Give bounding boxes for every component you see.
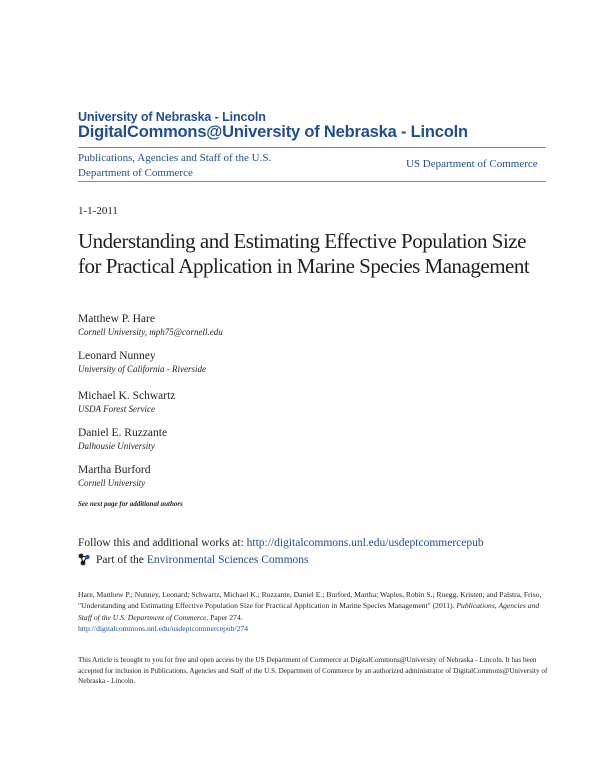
author-name: Martha Burford — [78, 464, 151, 476]
environmental-sciences-link[interactable]: Environmental Sciences Commons — [146, 553, 309, 566]
institution-name[interactable]: University of Nebraska - Lincoln — [78, 110, 266, 124]
bottom-divider — [78, 181, 546, 182]
citation-journal: Publications, Agencies and Staff of the U.S. Department of Commerce — [78, 601, 540, 622]
author-affiliation: Cornell University — [78, 478, 146, 488]
author-affiliation: Cornell University, mph75@cornell.edu — [78, 327, 223, 337]
author-affiliation: University of California - Riverside — [78, 364, 206, 374]
citation-url-link[interactable]: http://digitalcommons.unl.edu/usdeptcommercepub/274 — [78, 623, 248, 633]
author-entry — [78, 349, 206, 375]
author-name: Daniel E. Ruzzante — [78, 427, 168, 439]
author-name: Michael K. Schwartz — [78, 390, 176, 402]
author-name: Matthew P. Hare — [78, 313, 155, 325]
author-entry — [78, 463, 151, 489]
repository-name[interactable]: DigitalCommons@University of Nebraska - Lincoln — [78, 123, 468, 141]
top-divider — [78, 147, 546, 148]
part-of-line — [78, 553, 309, 566]
follow-line — [78, 537, 484, 549]
citation-text: Hare, Matthew P.; Nunney, Leonard; Schwartz, Michael K.; Ruzzante, Daniel E.; Burford, Martha; Waples, Robin S.; Ruegg, Kristen; and Palstra, Friso, "Understanding and Estimating Effective Population Size for Practical Application in Marine Species Management" (2011). — [78, 590, 542, 611]
see-next-page-note: See next page for additional authors — [78, 500, 183, 508]
collection-link[interactable]: Publications, Agencies and Staff of the U.S. Department of Commerce — [78, 152, 272, 179]
citation-block — [78, 589, 548, 634]
author-entry — [78, 312, 223, 338]
author-affiliation: Dalhousie University — [78, 441, 155, 451]
author-entry — [78, 389, 175, 415]
publication-date: 1-1-2011 — [78, 205, 118, 217]
author-entry — [78, 426, 167, 452]
author-affiliation: USDA Forest Service — [78, 404, 155, 414]
paper-title: Understanding and Estimating Effective Population Size for Practical Application in Marine Species Management — [78, 229, 530, 278]
follow-prefix: Follow this and additional works at: — [78, 537, 247, 549]
access-notice: This Article is brought to you for free and open access by the US Department of Commerce at DigitalCommons@University of Nebraska - Lincoln. It has been accepted for inclusion in Publications, Agencies and Staff of the U.S. Department of Commerce by an authorized administrator of DigitalCommons@University of Nebraska - Lincoln. — [78, 656, 548, 685]
author-name: Leonard Nunney — [78, 350, 156, 362]
department-link[interactable]: US Department of Commerce — [406, 158, 538, 170]
part-of-prefix: Part of the — [96, 553, 144, 566]
repository-url-link[interactable]: http://digitalcommons.unl.edu/usdeptcommercepub — [246, 537, 484, 549]
citation-paper: . Paper 274. — [206, 612, 243, 622]
network-icon — [78, 553, 91, 566]
